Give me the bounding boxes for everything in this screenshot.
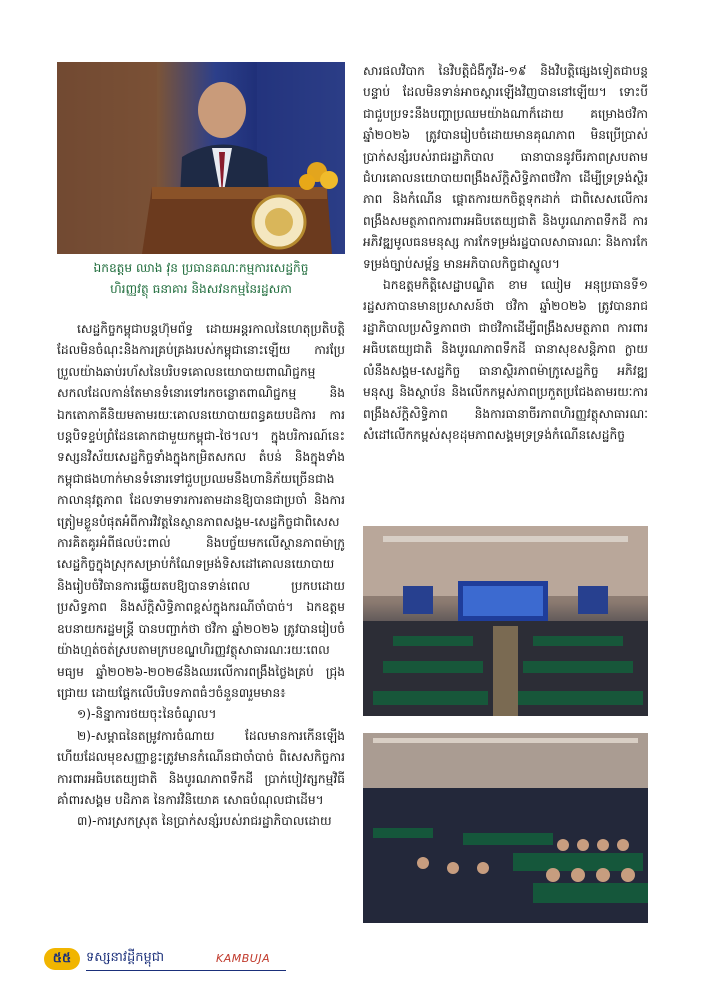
left-list-item-3: ៣)-ការស្រកស្រុត នៃប្រាក់សន្សំរបស់រាជរដ្ឋាភិបាលដោយ [77, 814, 332, 829]
caption-line-2: ហិរញ្ញវត្ថុ ធនាគារ និងសវនកម្មនៃរដ្ឋសភា [110, 282, 292, 297]
footer-rule [86, 970, 286, 971]
right-paragraph-2: ឯកឧត្តមកិត្តិសេដ្ឋាបណ្ឌិត ខាម ឈៀម អនុប្រធានទី១ រដ្ឋសភាបានមានប្រសាសន៍ថា ថវិកា ឆ្នាំ២០២៦ ត្រូវបានរាជរដ្ឋាភិបាលប្រសិទ្ធភាពថា ជាថវិកាដើម្បីពង្រឹងសមត្ថភាព ការពារអធិបតេយ្យជាតិ និងបូរណភាពទឹកដី ធានាសុខសន្តិភាព ក្លាយលំនឹងសង្គម-សេដ្ឋកិច្ច ធានាស្ថិរភាពម៉ាក្រូសេដ្ឋកិច្ច អភិវឌ្ឍមនុស្ស និងស្ថាប័ន និងលើកកម្ពស់ភាពប្រកួតប្រជែងតាមរយៈការពង្រឹងស័ក្តិសិទ្ធិភាព និងការធានាចីរភាពហិរញ្ញវត្ថុសាធារណៈសំដៅលើកកម្ពស់សុខដុមភាពសង្គមទ្រទ្រង់កំណើនសេដ្ឋកិច្ច [363, 278, 648, 442]
audience-photo [363, 733, 648, 923]
page-number: ៥៥ [44, 948, 80, 970]
conference-hall-photo [363, 526, 648, 716]
left-list-item-2: ២)-សម្ពាធនៃតម្រូវការចំណាយ ដែលមានការកើនឡើងហើយដែលមុខសញ្ញាខ្លះត្រូវមានកំណើនជាចាំបាច់ ពិសេសកិច្ចការការពារអធិបតេយ្យជាតិ និងបូរណភាពទឹកដី ប្រាក់បៀវត្សកម្មវិធីគាំពារសង្គម បដិភាគ នៃការវិនិយោគ សោធបំណុលជាដើម។ [57, 728, 345, 807]
magazine-name: ទស្សនាវដ្តីកម្ពុជា [86, 950, 165, 965]
left-column [57, 319, 345, 833]
caption-line-1: ឯកឧត្តម ឈាង វុន ប្រធានគណៈកម្មការសេដ្ឋកិច្ច [93, 261, 309, 275]
left-paragraph-1: សេដ្ឋកិច្ចកម្ពុជាបន្តហ៊ុមព័ទ្ធ ដោយអន្តរកាលនៃហេតុប្រតិបត្តិដែលមិនចំណុះនិងការគ្រប់គ្រងរបស់កម្ពុជានោះឡើយ ការប្រែប្រួលយ៉ាងឆាប់រហ័សនៃបរិបទគោលនយោបាយពាណិជ្ជកម្មសកលដែលកាន់តែមានទំនោរទៅរកចន្លោតពាណិជ្ជកម្ម និងឯកតោភាគីនិយមតាមរយៈគោលនយោបាយពន្ធគយបដិការ ការបន្តបិទខ្ទប់ព្រំដែនគោកជាមួយកម្ពុជា-ថៃ។ល។ ក្នុងបរិការណ៍នេះទស្សនវិស័យសេដ្ឋកិច្ចទាំងក្នុងកម្រិតសកល តំបន់ និងក្នុងទាំងកម្ពុជាផងហាក់មានទំនោរទៅជួបប្រឈមនឹងហានិភ័យច្រើនជាងកាលានុវត្តភាព ដែលទាមទារការតាមដានឱ្យបានជាប្រចាំ និងការត្រៀមខ្លួនបំផុតអំពីការវិវត្តនៃស្ថានភាពសង្គម-សេដ្ឋកិច្ចជាពិសេសការគិតគូរអំពីផលប៉ះពាល់ និងបច្ច័យមកលើស្ថានភាពម៉ាក្រូសេដ្ឋកិច្ចក្នុងស្រុកសម្រាប់កំណែទម្រង់ទិសដៅគោលនយោបាយ និងរៀបចំវិធានការឆ្លើយតបឱ្យបានទាន់ពេល ប្រកបដោយប្រសិទ្ធភាព និងស័ក្តិសិទ្ធិភាពខ្ពស់ក្នុងករណីចាំបាច់។ ឯកឧត្តមឧបនាយករដ្ឋមន្ត្រី បានបញ្ជាក់ថា ថវិកា ឆ្នាំ២០២៦ ត្រូវបានរៀបចំយ៉ាងហ្មត់ចត់ស្របតាមក្របខណ្ឌហិរញ្ញវត្ថុសាធារណៈរយៈពេលមធ្យម ឆ្នាំ២០២៦-២០២៨និងឈរលើការពង្រឹងថ្លៃងគ្រប់ ជ្រុងជ្រោយ ដោយផ្តែកលើបរិបទភាពធំៗចំនួន៣រួមមាន៖ [57, 322, 345, 700]
page-footer [44, 948, 274, 970]
speaker-photo [57, 62, 345, 254]
left-list-item-1: ១)-និន្នាការថយចុះនៃចំណូល។ [77, 707, 217, 722]
speaker-photo-drawing [57, 62, 345, 254]
conference-hall-drawing [363, 526, 648, 716]
magazine-latin-name: KAMBUJA [216, 952, 271, 965]
right-column [363, 61, 648, 446]
audience-drawing [363, 733, 648, 923]
right-paragraph-1: សារផលវិបាក នៃវិបត្តិជំងឺកូវីដ-១៩ និងវិបត្តិផ្សេងទៀតជាបន្តបន្ទាប់ ដែលមិនទាន់អាចស្តារឡើងវិញបាននៅឡើយ។ ទោះបីជាជួបប្រទះនឹងបញ្ហាប្រឈមយ៉ាងណាក៏ដោយ គម្រោងថវិកា ឆ្នាំ២០២៦ ត្រូវបានរៀបចំដោយមានគុណភាព មិនប្រើប្រាស់ប្រាក់សន្សំរបស់រាជរដ្ឋាភិបាល ធានាបាននូវចីរភាពស្របតាមជំហរគោលនយោបាយពង្រឹងស័ក្តិសិទ្ធិភាពថវិកា ដើម្បីទ្រទ្រង់ស្ថិរភាព និងកំណើន ផ្តោតការយកចិត្តទុកដាក់ ជាពិសេសលើការពង្រឹងសមត្ថភាពការពារអធិបតេយ្យជាតិ និងបូរណភាពទឹកដី ការអភិវឌ្ឍមូលធនមនុស្ស ការកែទម្រង់រដ្ឋបាលសាធារណៈ និងការកែទម្រង់ច្បាប់សម្ព័ន្ធ មានអភិបាលកិច្ចជាស្នូល។ [363, 64, 648, 271]
photo-caption [57, 258, 345, 301]
